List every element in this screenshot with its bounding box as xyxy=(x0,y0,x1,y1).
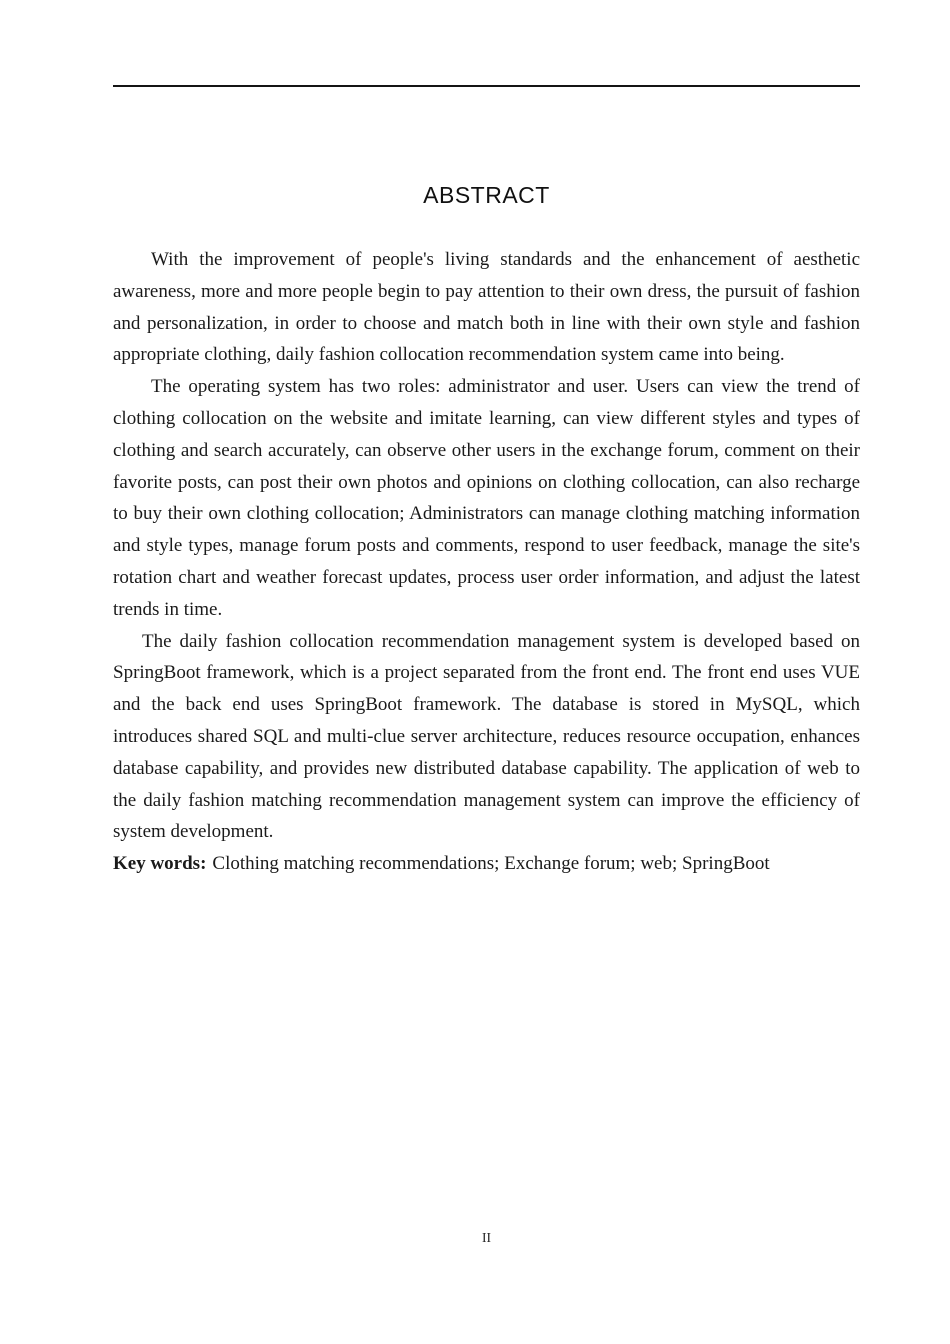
abstract-body xyxy=(113,244,860,880)
page-content xyxy=(113,0,860,880)
keywords-text: Clothing matching recommendations; Exchange forum; web; SpringBoot xyxy=(212,853,770,875)
keywords-label: Key words: xyxy=(113,853,207,875)
abstract-paragraph: The operating system has two roles: administrator and user. Users can view the trend of clothing collocation on the website and imitate learning, can view different styles and types of clothing and search accurately, can observe other users in the exchange forum, comment on their favorite posts, can post their own photos and opinions on clothing collocation, can also recharge to buy their own clothing collocation; Administrators can manage clothing matching information and style types, manage forum posts and comments, respond to user feedback, manage the site's rotation chart and weather forecast updates, process user order information, and adjust the latest trends in time. xyxy=(113,376,860,620)
abstract-paragraph: With the improvement of people's living standards and the enhancement of aesthetic awareness, more and more people begin to pay attention to their own dress, the pursuit of fashion and personalization, in order to choose and match both in line with their own style and fashion appropriate clothing, daily fashion collocation recommendation system came into being. xyxy=(113,249,860,366)
page-number: II xyxy=(482,1230,491,1245)
abstract-paragraph: The daily fashion collocation recommendation management system is developed based on SpringBoot framework, which is a project separated from the front end. The front end uses VUE and the back end uses SpringBoot framework. The database is stored in MySQL, which introduces shared SQL and multi-clue server architecture, reduces resource occupation, enhances database capability, and provides new distributed database capability. The application of web to the daily fashion matching recommendation management system can improve the efficiency of system development. xyxy=(113,630,860,843)
keywords-line xyxy=(113,848,860,880)
header-rule xyxy=(113,85,860,87)
page-title: ABSTRACT xyxy=(423,182,550,208)
